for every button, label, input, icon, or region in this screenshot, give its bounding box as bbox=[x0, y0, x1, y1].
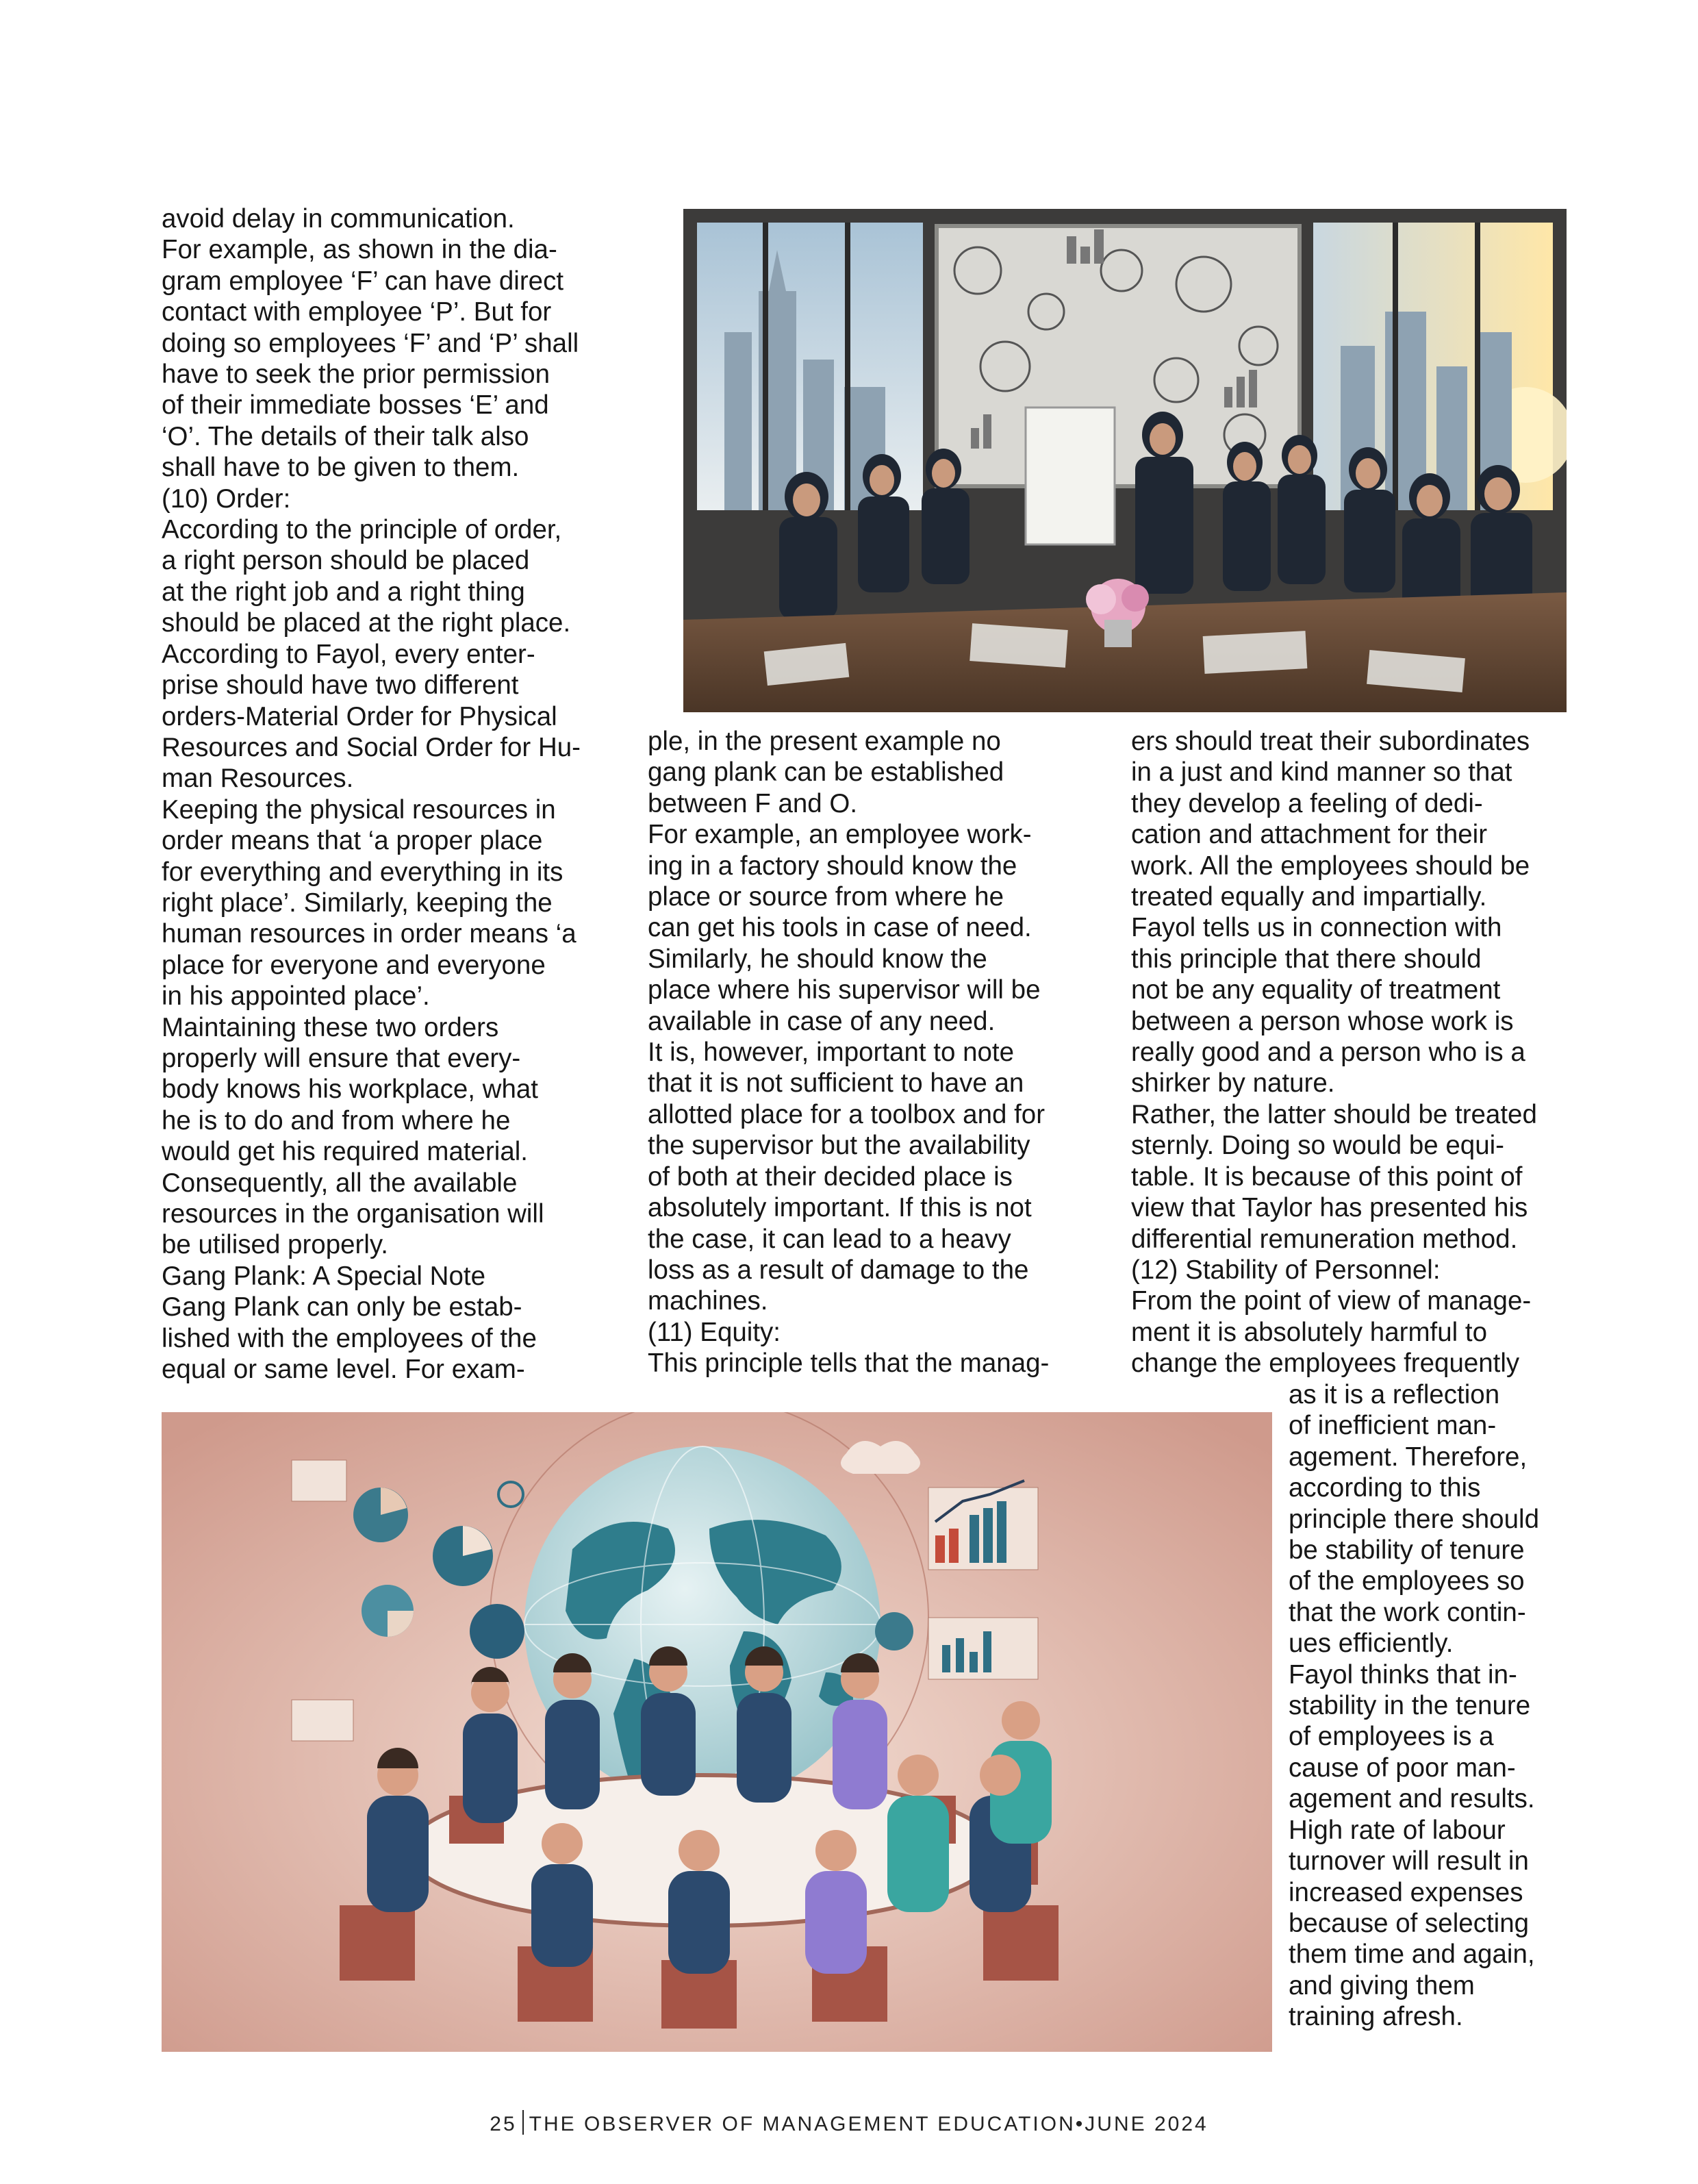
text-line: that the work contin- bbox=[1289, 1597, 1526, 1627]
text-line: between a person whose work is bbox=[1131, 1006, 1514, 1036]
text-line: Fayol tells us in connection with bbox=[1131, 913, 1502, 943]
text-line: ers should treat their subordinates bbox=[1131, 727, 1530, 756]
text-line: For example, as shown in the dia- bbox=[162, 235, 557, 265]
text-line: Rather, the latter should be treated bbox=[1131, 1099, 1537, 1129]
text-line: and giving them bbox=[1289, 1970, 1475, 2000]
text-line: agement. Therefore, bbox=[1289, 1442, 1528, 1472]
text-column-4 bbox=[1289, 1379, 1576, 2033]
text-line: body knows his workplace, what bbox=[162, 1075, 538, 1105]
text-line: work. All the employees should be bbox=[1131, 851, 1530, 881]
text-line: as it is a reflection bbox=[1289, 1380, 1500, 1409]
text-line: training afresh. bbox=[1289, 2002, 1463, 2032]
round-table-graphic bbox=[162, 1412, 1272, 2052]
text-line: ment it is absolutely harmful to bbox=[1131, 1317, 1487, 1347]
text-line: Keeping the physical resources in bbox=[162, 794, 556, 825]
text-line: According to the principle of order, bbox=[162, 515, 562, 545]
text-line: Consequently, all the available bbox=[162, 1168, 518, 1198]
text-line: gram employee ‘F’ can have direct bbox=[162, 266, 564, 296]
text-line: This principle tells that the manag- bbox=[648, 1348, 1050, 1379]
text-line: Similarly, he should know the bbox=[648, 944, 987, 974]
text-line: principle there should bbox=[1289, 1504, 1539, 1534]
text-line: machines. bbox=[648, 1286, 768, 1316]
text-line: shall have to be given to them. bbox=[162, 453, 520, 483]
text-line: shirker by nature. bbox=[1131, 1068, 1335, 1099]
text-line: order means that ‘a proper place bbox=[162, 826, 543, 856]
text-line: lished with the employees of the bbox=[162, 1323, 537, 1353]
footer-divider bbox=[522, 2110, 524, 2135]
text-line: not be any equality of treatment bbox=[1131, 975, 1501, 1005]
text-line: according to this bbox=[1289, 1473, 1481, 1503]
text-line: change the employees frequently bbox=[1131, 1348, 1520, 1379]
text-line: of both at their decided place is bbox=[648, 1162, 1013, 1192]
text-line: differential remuneration method. bbox=[1131, 1224, 1518, 1254]
text-line: the case, it can lead to a heavy bbox=[648, 1224, 1011, 1254]
text-line: really good and a person who is a bbox=[1131, 1038, 1525, 1068]
text-line: cation and attachment for their bbox=[1131, 820, 1488, 850]
text-column-3 bbox=[1131, 726, 1569, 1379]
office-meeting-photo bbox=[683, 209, 1567, 712]
text-line: be utilised properly. bbox=[162, 1230, 388, 1260]
text-line: turnover will result in bbox=[1289, 1846, 1529, 1877]
text-line: should be placed at the right place. bbox=[162, 608, 571, 638]
text-line: Gang Plank: A Special Note bbox=[162, 1261, 485, 1291]
text-line: According to Fayol, every enter- bbox=[162, 639, 535, 669]
text-line: at the right job and a right thing bbox=[162, 577, 525, 607]
text-line: of employees is a bbox=[1289, 1722, 1494, 1752]
text-line: available in case of any need. bbox=[648, 1006, 996, 1036]
text-line: have to seek the prior permission bbox=[162, 360, 550, 390]
text-line: the supervisor but the availability bbox=[648, 1131, 1030, 1161]
text-line: this principle that there should bbox=[1131, 944, 1482, 974]
text-line: treated equally and impartially. bbox=[1131, 882, 1487, 912]
text-line: that it is not sufficient to have an bbox=[648, 1068, 1024, 1099]
text-column-1 bbox=[162, 203, 613, 1385]
text-line: From the point of view of manage- bbox=[1131, 1286, 1532, 1316]
text-line: For example, an employee work- bbox=[648, 820, 1032, 850]
text-line: prise should have two different bbox=[162, 670, 519, 701]
text-line: be stability of tenure bbox=[1289, 1535, 1525, 1566]
text-line: absolutely important. If this is not bbox=[648, 1193, 1032, 1223]
text-line: place where his supervisor will be bbox=[648, 975, 1041, 1005]
text-line: gang plank can be established bbox=[648, 757, 1004, 788]
text-line: sternly. Doing so would be equi- bbox=[1131, 1131, 1504, 1161]
office-meeting-graphic bbox=[683, 209, 1567, 712]
text-line: between F and O. bbox=[648, 788, 858, 818]
text-line: in a just and kind manner so that bbox=[1131, 757, 1512, 788]
text-line: ‘O’. The details of their talk also bbox=[162, 421, 529, 451]
text-line: right place’. Similarly, keeping the bbox=[162, 888, 553, 918]
text-line: of the employees so bbox=[1289, 1566, 1525, 1596]
text-line: for everything and everything in its bbox=[162, 857, 563, 887]
text-line: contact with employee ‘P’. But for bbox=[162, 297, 552, 327]
text-column-2 bbox=[648, 726, 1086, 1379]
text-line: loss as a result of damage to the bbox=[648, 1255, 1029, 1285]
text-line: properly will ensure that every- bbox=[162, 1043, 521, 1073]
footer-bullet: • bbox=[1075, 2113, 1085, 2135]
text-line: Fayol thinks that in- bbox=[1289, 1659, 1517, 1690]
text-line: they develop a feeling of dedi- bbox=[1131, 788, 1483, 818]
text-line: ple, in the present example no bbox=[648, 727, 1001, 756]
text-line: (12) Stability of Personnel: bbox=[1131, 1255, 1441, 1285]
text-line: (11) Equity: bbox=[648, 1317, 781, 1347]
text-line: of their immediate bosses ‘E’ and bbox=[162, 390, 549, 421]
text-line: of inefficient man- bbox=[1289, 1411, 1497, 1441]
text-line: allotted place for a toolbox and for bbox=[648, 1099, 1046, 1129]
global-teamwork-illustration bbox=[162, 1412, 1272, 2052]
text-line: can get his tools in case of need. bbox=[648, 913, 1032, 943]
text-line: ues efficiently. bbox=[1289, 1629, 1454, 1659]
text-line: Gang Plank can only be estab- bbox=[162, 1292, 522, 1322]
text-line: in his appointed place’. bbox=[162, 981, 430, 1012]
text-line: Resources and Social Order for Hu- bbox=[162, 732, 581, 762]
text-line: he is to do and from where he bbox=[162, 1105, 511, 1135]
text-line: resources in the organisation will bbox=[162, 1199, 544, 1229]
text-line: because of selecting bbox=[1289, 1908, 1530, 1938]
text-line: equal or same level. For exam- bbox=[162, 1355, 525, 1385]
text-line: orders-Material Order for Physical bbox=[162, 701, 557, 731]
page-number: 25 bbox=[490, 2113, 517, 2135]
text-line: increased expenses bbox=[1289, 1877, 1523, 1907]
text-line: doing so employees ‘F’ and ‘P’ shall bbox=[162, 328, 579, 358]
issue-date: JUNE 2024 bbox=[1085, 2113, 1208, 2135]
text-line: Maintaining these two orders bbox=[162, 1012, 499, 1042]
text-line: cause of poor man- bbox=[1289, 1753, 1516, 1783]
text-line: avoid delay in communication. bbox=[162, 204, 515, 234]
text-line: (10) Order: bbox=[162, 484, 291, 514]
text-line: table. It is because of this point of bbox=[1131, 1162, 1523, 1192]
text-line: agement and results. bbox=[1289, 1784, 1535, 1814]
text-line: man Resources. bbox=[162, 764, 354, 794]
text-line: a right person should be placed bbox=[162, 546, 530, 576]
text-line: them time and again, bbox=[1289, 1940, 1535, 1970]
page-footer bbox=[0, 2110, 1698, 2136]
publication-name: THE OBSERVER OF MANAGEMENT EDUCATION bbox=[529, 2113, 1076, 2135]
text-line: stability in the tenure bbox=[1289, 1691, 1531, 1721]
text-line: place or source from where he bbox=[648, 882, 1004, 912]
text-line: ing in a factory should know the bbox=[648, 851, 1017, 881]
text-line: High rate of labour bbox=[1289, 1815, 1506, 1845]
text-line: view that Taylor has presented his bbox=[1131, 1193, 1528, 1223]
text-line: human resources in order means ‘a bbox=[162, 919, 576, 949]
text-line: It is, however, important to note bbox=[648, 1038, 1014, 1068]
text-line: would get his required material. bbox=[162, 1137, 528, 1167]
text-line: place for everyone and everyone bbox=[162, 950, 546, 980]
